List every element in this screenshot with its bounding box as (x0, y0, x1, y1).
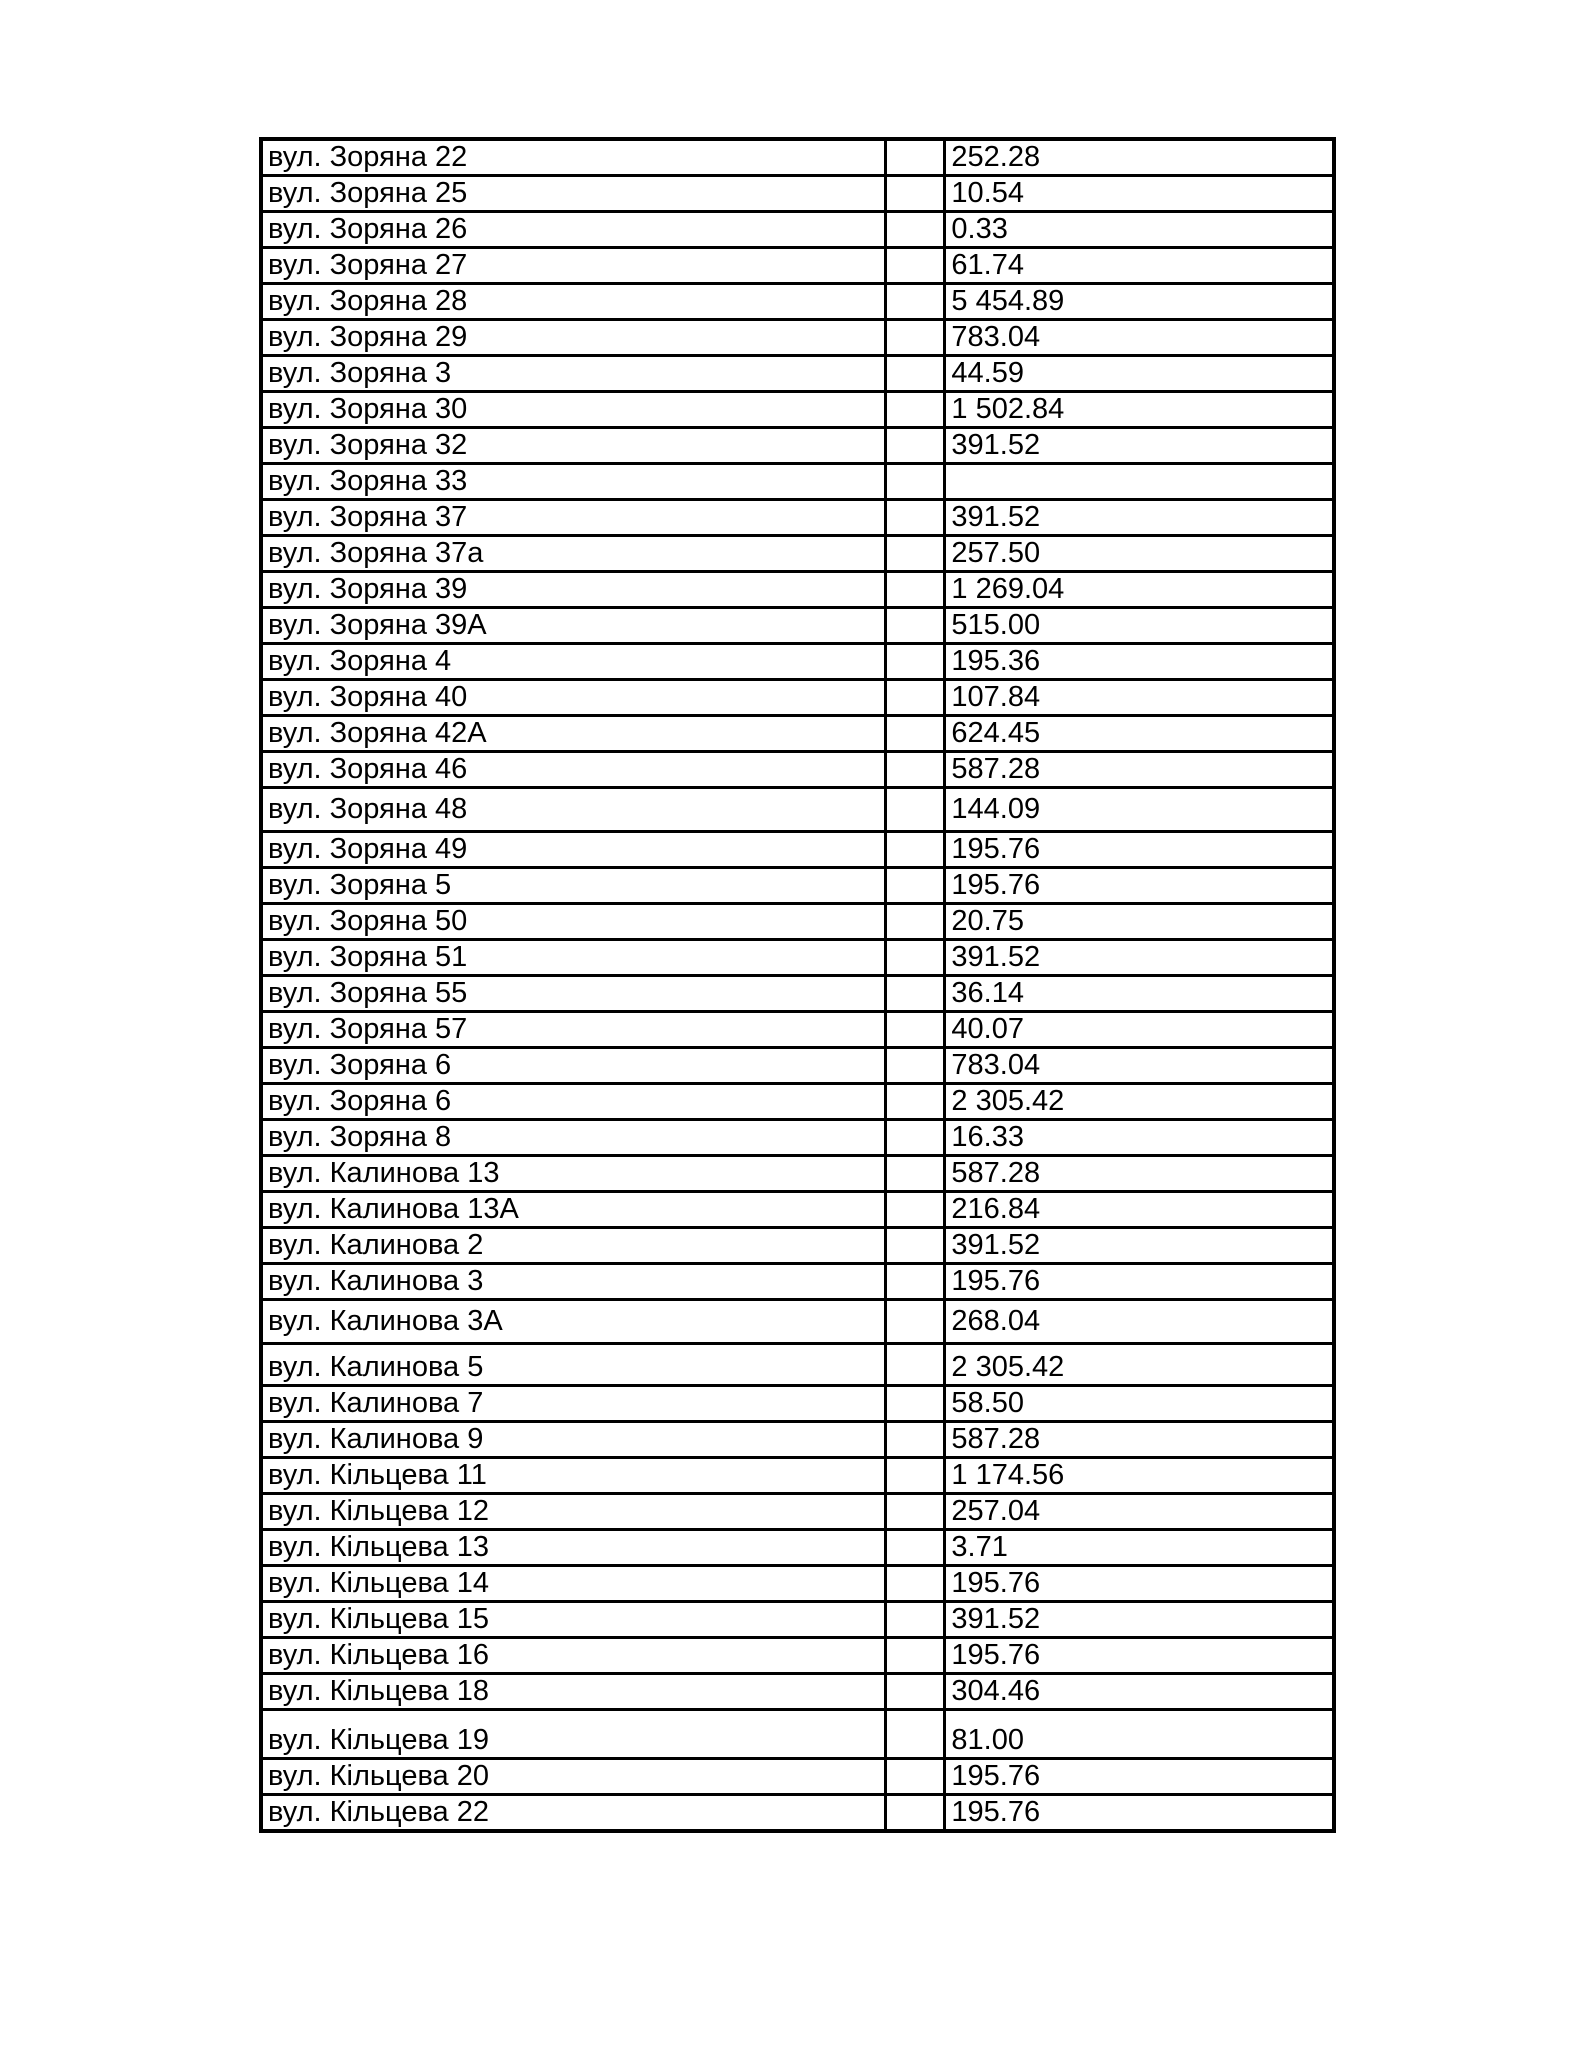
value-cell (945, 464, 1334, 500)
empty-cell (885, 176, 945, 212)
address-cell: вул. Кільцева 22 (261, 1795, 885, 1832)
value-cell: 391.52 (945, 1602, 1334, 1638)
table-row (261, 1012, 1334, 1048)
table-row (261, 1795, 1334, 1832)
address-cell: вул. Зоряна 6 (261, 1084, 885, 1120)
address-cell: вул. Зоряна 55 (261, 976, 885, 1012)
empty-cell (885, 976, 945, 1012)
value-cell: 2 305.42 (945, 1084, 1334, 1120)
address-cell: вул. Кільцева 13 (261, 1530, 885, 1566)
table-row (261, 1602, 1334, 1638)
empty-cell (885, 1264, 945, 1300)
address-cell: вул. Зоряна 33 (261, 464, 885, 500)
empty-cell (885, 428, 945, 464)
table-row (261, 212, 1334, 248)
address-cell: вул. Зоряна 48 (261, 788, 885, 832)
address-cell: вул. Кільцева 11 (261, 1458, 885, 1494)
address-cell: вул. Кільцева 14 (261, 1566, 885, 1602)
table-row (261, 940, 1334, 976)
value-cell: 20.75 (945, 904, 1334, 940)
empty-cell (885, 1228, 945, 1264)
empty-cell (885, 248, 945, 284)
value-cell: 0.33 (945, 212, 1334, 248)
empty-cell (885, 320, 945, 356)
empty-cell (885, 1120, 945, 1156)
address-cell: вул. Зоряна 3 (261, 356, 885, 392)
table-row (261, 1156, 1334, 1192)
address-cell: вул. Калинова 3А (261, 1300, 885, 1344)
empty-cell (885, 1674, 945, 1710)
address-cell: вул. Зоряна 30 (261, 392, 885, 428)
value-cell: 36.14 (945, 976, 1334, 1012)
empty-cell (885, 500, 945, 536)
table-row (261, 716, 1334, 752)
empty-cell (885, 940, 945, 976)
address-cell: вул. Калинова 2 (261, 1228, 885, 1264)
table-row (261, 904, 1334, 940)
empty-cell (885, 1192, 945, 1228)
value-cell: 391.52 (945, 1228, 1334, 1264)
table-row (261, 752, 1334, 788)
value-cell: 391.52 (945, 500, 1334, 536)
value-cell: 195.76 (945, 1638, 1334, 1674)
address-cell: вул. Кільцева 15 (261, 1602, 885, 1638)
value-cell: 58.50 (945, 1386, 1334, 1422)
empty-cell (885, 644, 945, 680)
address-cell: вул. Зоряна 46 (261, 752, 885, 788)
address-cell: вул. Зоряна 50 (261, 904, 885, 940)
empty-cell (885, 1458, 945, 1494)
value-cell: 81.00 (945, 1710, 1334, 1759)
table-row (261, 248, 1334, 284)
value-cell: 5 454.89 (945, 284, 1334, 320)
table-row (261, 1530, 1334, 1566)
value-cell: 391.52 (945, 940, 1334, 976)
empty-cell (885, 139, 945, 176)
empty-cell (885, 788, 945, 832)
table-row (261, 1048, 1334, 1084)
address-cell: вул. Зоряна 32 (261, 428, 885, 464)
table-row (261, 1264, 1334, 1300)
address-cell: вул. Кільцева 16 (261, 1638, 885, 1674)
address-cell: вул. Зоряна 26 (261, 212, 885, 248)
address-cell: вул. Кільцева 20 (261, 1759, 885, 1795)
empty-cell (885, 284, 945, 320)
empty-cell (885, 1795, 945, 1832)
table-row (261, 320, 1334, 356)
empty-cell (885, 1422, 945, 1458)
address-cell: вул. Зоряна 28 (261, 284, 885, 320)
value-cell: 1 269.04 (945, 572, 1334, 608)
empty-cell (885, 464, 945, 500)
empty-cell (885, 1048, 945, 1084)
value-cell: 252.28 (945, 139, 1334, 176)
value-cell: 44.59 (945, 356, 1334, 392)
address-cell: вул. Зоряна 39А (261, 608, 885, 644)
empty-cell (885, 1638, 945, 1674)
value-cell: 587.28 (945, 1422, 1334, 1458)
value-cell: 216.84 (945, 1192, 1334, 1228)
value-cell: 40.07 (945, 1012, 1334, 1048)
empty-cell (885, 1300, 945, 1344)
table-row (261, 1300, 1334, 1344)
empty-cell (885, 832, 945, 868)
table-row (261, 644, 1334, 680)
table-row (261, 176, 1334, 212)
empty-cell (885, 392, 945, 428)
value-cell: 257.04 (945, 1494, 1334, 1530)
address-cell: вул. Калинова 3 (261, 1264, 885, 1300)
value-cell: 107.84 (945, 680, 1334, 716)
value-cell: 2 305.42 (945, 1344, 1334, 1386)
empty-cell (885, 1084, 945, 1120)
table-row (261, 788, 1334, 832)
value-cell: 3.71 (945, 1530, 1334, 1566)
table-row (261, 1192, 1334, 1228)
empty-cell (885, 356, 945, 392)
address-cell: вул. Зоряна 39 (261, 572, 885, 608)
empty-cell (885, 572, 945, 608)
value-cell: 195.76 (945, 1264, 1334, 1300)
address-cell: вул. Кільцева 12 (261, 1494, 885, 1530)
address-cell: вул. Зоряна 42А (261, 716, 885, 752)
address-cell: вул. Кільцева 18 (261, 1674, 885, 1710)
table-body (261, 139, 1334, 1831)
value-cell: 304.46 (945, 1674, 1334, 1710)
table-row (261, 1422, 1334, 1458)
table-row (261, 572, 1334, 608)
address-cell: вул. Зоряна 37 (261, 500, 885, 536)
value-cell: 144.09 (945, 788, 1334, 832)
address-cell: вул. Зоряна 8 (261, 1120, 885, 1156)
table-row (261, 976, 1334, 1012)
value-cell: 195.76 (945, 1759, 1334, 1795)
table-row (261, 868, 1334, 904)
empty-cell (885, 1759, 945, 1795)
table-row (261, 1566, 1334, 1602)
empty-cell (885, 212, 945, 248)
empty-cell (885, 716, 945, 752)
empty-cell (885, 868, 945, 904)
table-row (261, 1710, 1334, 1759)
address-cell: вул. Зоряна 37а (261, 536, 885, 572)
value-cell: 268.04 (945, 1300, 1334, 1344)
empty-cell (885, 1566, 945, 1602)
value-cell: 1 502.84 (945, 392, 1334, 428)
address-value-table (259, 137, 1336, 1833)
value-cell: 195.76 (945, 1795, 1334, 1832)
table-row (261, 536, 1334, 572)
address-cell: вул. Зоряна 40 (261, 680, 885, 716)
value-cell: 10.54 (945, 176, 1334, 212)
table-row (261, 1494, 1334, 1530)
empty-cell (885, 1602, 945, 1638)
table-row (261, 1638, 1334, 1674)
address-cell: вул. Калинова 7 (261, 1386, 885, 1422)
table-row (261, 1386, 1334, 1422)
value-cell: 515.00 (945, 608, 1334, 644)
empty-cell (885, 1156, 945, 1192)
table-row (261, 1458, 1334, 1494)
table-row (261, 1228, 1334, 1264)
table-row (261, 284, 1334, 320)
table-row (261, 1759, 1334, 1795)
empty-cell (885, 1386, 945, 1422)
empty-cell (885, 536, 945, 572)
empty-cell (885, 752, 945, 788)
address-cell: вул. Зоряна 22 (261, 139, 885, 176)
address-cell: вул. Зоряна 29 (261, 320, 885, 356)
table-row (261, 832, 1334, 868)
address-cell: вул. Зоряна 51 (261, 940, 885, 976)
table-row (261, 1084, 1334, 1120)
value-cell: 1 174.56 (945, 1458, 1334, 1494)
address-cell: вул. Кільцева 19 (261, 1710, 885, 1759)
value-cell: 783.04 (945, 1048, 1334, 1084)
address-cell: вул. Калинова 9 (261, 1422, 885, 1458)
address-cell: вул. Зоряна 6 (261, 1048, 885, 1084)
table-row (261, 1674, 1334, 1710)
value-cell: 61.74 (945, 248, 1334, 284)
empty-cell (885, 1012, 945, 1048)
address-cell: вул. Калинова 13 (261, 1156, 885, 1192)
address-cell: вул. Калинова 5 (261, 1344, 885, 1386)
empty-cell (885, 1494, 945, 1530)
address-cell: вул. Зоряна 27 (261, 248, 885, 284)
empty-cell (885, 904, 945, 940)
table-row (261, 608, 1334, 644)
table-row (261, 356, 1334, 392)
address-cell: вул. Зоряна 49 (261, 832, 885, 868)
address-cell: вул. Зоряна 25 (261, 176, 885, 212)
empty-cell (885, 608, 945, 644)
table-row (261, 680, 1334, 716)
value-cell: 195.76 (945, 832, 1334, 868)
value-cell: 391.52 (945, 428, 1334, 464)
value-cell: 16.33 (945, 1120, 1334, 1156)
table-row (261, 1344, 1334, 1386)
table-row (261, 392, 1334, 428)
value-cell: 587.28 (945, 1156, 1334, 1192)
address-cell: вул. Зоряна 5 (261, 868, 885, 904)
table-row (261, 500, 1334, 536)
table-row (261, 464, 1334, 500)
table-row (261, 1120, 1334, 1156)
value-cell: 624.45 (945, 716, 1334, 752)
table-row (261, 139, 1334, 176)
value-cell: 195.76 (945, 868, 1334, 904)
empty-cell (885, 1710, 945, 1759)
table-row (261, 428, 1334, 464)
value-cell: 195.36 (945, 644, 1334, 680)
empty-cell (885, 1530, 945, 1566)
address-cell: вул. Калинова 13А (261, 1192, 885, 1228)
empty-cell (885, 680, 945, 716)
address-cell: вул. Зоряна 4 (261, 644, 885, 680)
empty-cell (885, 1344, 945, 1386)
value-cell: 257.50 (945, 536, 1334, 572)
address-cell: вул. Зоряна 57 (261, 1012, 885, 1048)
value-cell: 783.04 (945, 320, 1334, 356)
value-cell: 587.28 (945, 752, 1334, 788)
value-cell: 195.76 (945, 1566, 1334, 1602)
